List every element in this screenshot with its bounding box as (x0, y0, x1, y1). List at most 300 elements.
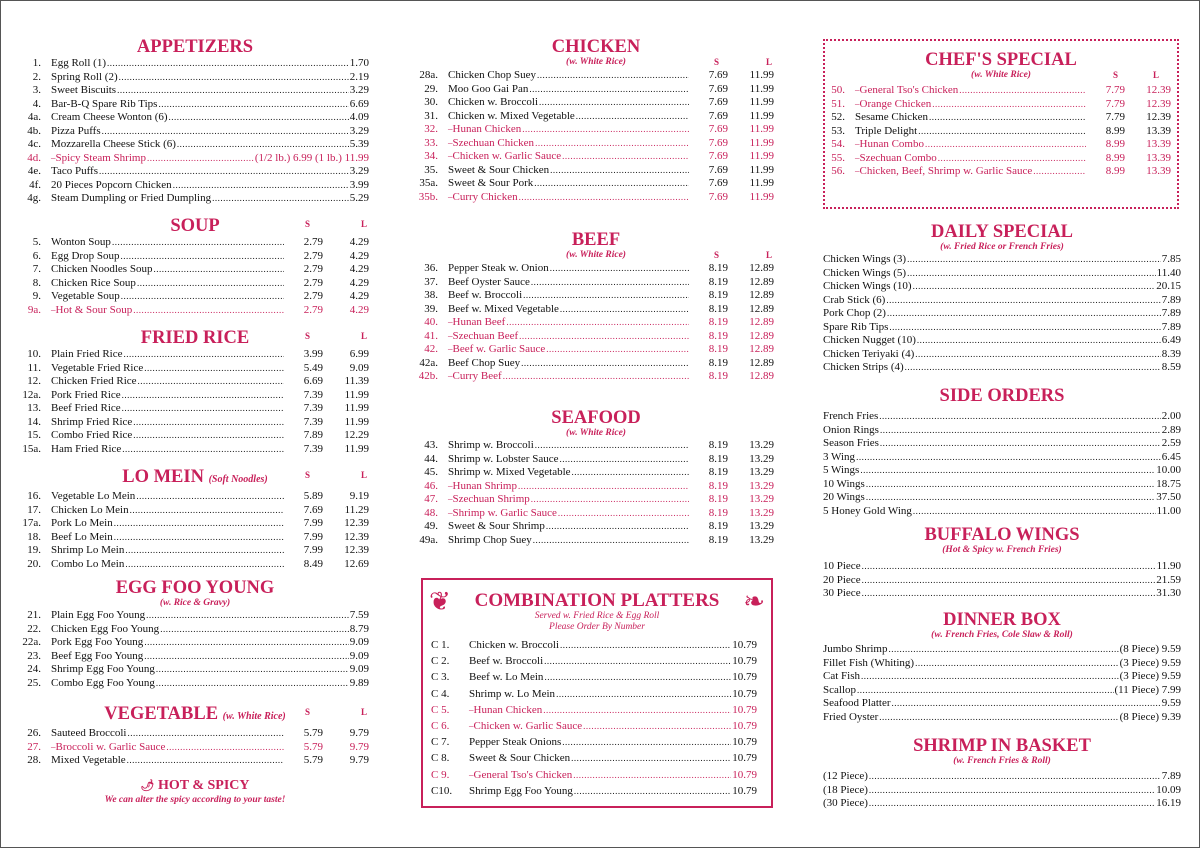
menu-item (431, 702, 757, 718)
item-number: C 2. (431, 655, 450, 668)
item-name: Hot & Sour Soup (55, 303, 133, 316)
dot-leader (938, 154, 1086, 164)
item-name: Chicken Lo Mein (51, 503, 129, 516)
item-name: Szechuan Combo (859, 151, 937, 164)
item-number: 28a. (419, 69, 438, 81)
dot-leader (539, 98, 689, 108)
price-small: 2.79 (303, 303, 323, 316)
item-list (823, 253, 1181, 375)
dot-leader (856, 453, 1161, 463)
dot-leader (544, 657, 731, 667)
dot-leader (519, 332, 689, 342)
item-name: Bar-B-Q Spare Rib Tips (51, 97, 158, 110)
item-number: 49a. (419, 533, 438, 546)
item-name: Sauteed Broccoli (51, 727, 127, 739)
item-name: Broccoli w. Garlic Sauce (55, 740, 166, 753)
pepper-icon: ‒ (448, 507, 453, 518)
dot-leader (531, 278, 689, 288)
item-name: Cream Cheese Wonton (6) (51, 111, 168, 123)
item-name: Sweet & Sour Chicken (469, 752, 571, 765)
dot-leader (107, 59, 349, 69)
menu-item (823, 670, 1181, 684)
item-price: 10.79 (732, 671, 757, 684)
item-number: 27. (27, 740, 41, 753)
item-name: (30 Piece) (823, 797, 868, 809)
side-orders-section (823, 386, 1181, 518)
menu-item (418, 83, 774, 97)
menu-item (431, 718, 757, 734)
item-number: 34. (424, 150, 438, 162)
dot-leader (558, 509, 689, 519)
item-number: 55. (831, 151, 845, 164)
menu-item (431, 686, 757, 702)
price-large: 11.39 (344, 375, 369, 387)
price-large: 12.89 (749, 329, 774, 342)
item-name: Pizza Puffs (51, 124, 101, 137)
section-title: BEEF (571, 230, 621, 250)
dot-leader (905, 363, 1161, 373)
menu-item (823, 464, 1181, 478)
dot-leader (160, 625, 349, 635)
item-name: Pork Fried Rice (51, 388, 121, 401)
price-small: 8.19 (708, 343, 728, 355)
dot-leader (130, 506, 284, 516)
dot-leader (880, 439, 1161, 449)
item-name: Fillet Fish (Whiting) (823, 656, 915, 669)
dot-leader (522, 125, 689, 135)
item-price: 21.59 (1156, 573, 1181, 586)
menu-item (418, 507, 774, 521)
large-label: L (361, 219, 368, 229)
menu-item (418, 276, 774, 290)
item-number: C 6. (431, 720, 450, 733)
item-number: 6. (32, 249, 41, 262)
section-note: (Soft Noodles) (208, 474, 268, 485)
dot-leader (144, 638, 348, 648)
dot-leader (907, 269, 1156, 279)
item-name: Egg Drop Soup (51, 249, 120, 262)
dot-leader (932, 100, 1086, 110)
item-name: Pork Chop (2) (823, 307, 886, 319)
price-small: 7.69 (708, 82, 728, 95)
price-small: 2.79 (303, 263, 323, 275)
item-name: Curry Chicken (452, 190, 518, 203)
menu-item (823, 267, 1181, 281)
price-large: 12.89 (749, 289, 774, 301)
price-large: 12.39 (1146, 97, 1171, 110)
menu-item (825, 152, 1171, 166)
section-title: DINNER BOX (943, 610, 1061, 630)
item-name: Spring Roll (2) (51, 70, 118, 83)
dot-leader (506, 318, 689, 328)
item-price: 18.75 (1156, 477, 1181, 490)
item-name: Chicken Chop Suey (448, 69, 536, 81)
dot-leader (573, 771, 731, 781)
price-small: 8.49 (303, 557, 323, 570)
price-small: 8.19 (708, 452, 728, 465)
item-number: 46. (424, 479, 438, 492)
item-price: 7.85 (1161, 253, 1181, 265)
item-name: Shrimp Egg Foo Young (469, 784, 573, 797)
dot-leader (521, 359, 689, 369)
pepper-icon: ‒ (855, 152, 860, 163)
section-title: FRIED RICE (140, 328, 250, 348)
menu-item (418, 96, 774, 110)
item-price: 5.29 (349, 192, 369, 204)
item-name: 5 Wings (823, 464, 860, 476)
dot-leader (133, 418, 284, 428)
item-name: Shrimp Egg Foo Young (51, 663, 155, 675)
item-name: Sweet & Sour Pork (448, 177, 534, 189)
menu-item (418, 493, 774, 507)
pepper-icon: ‒ (51, 152, 56, 163)
section-title: DAILY SPECIAL (930, 222, 1074, 242)
pepper-icon: ‒ (448, 494, 453, 504)
dot-leader (862, 576, 1156, 586)
price-small: 8.19 (708, 533, 728, 546)
item-number: 15a. (22, 442, 41, 455)
item-list (418, 439, 774, 547)
section-title: COMBINATION PLATTERS (474, 590, 720, 611)
menu-item (21, 531, 369, 545)
item-number: 54. (831, 138, 845, 150)
menu-item (21, 663, 369, 677)
item-name: Sweet & Sour Shrimp (448, 520, 545, 532)
dinner-box-section (823, 610, 1181, 724)
dot-leader (147, 154, 254, 164)
dot-leader (583, 722, 731, 732)
item-price: (3 Piece) 9.59 (1119, 670, 1181, 682)
price-large: 4.29 (349, 303, 369, 316)
menu-item (418, 453, 774, 467)
price-small: 7.89 (303, 429, 323, 441)
menu-item (418, 330, 774, 344)
item-name: Onion Rings (823, 423, 879, 436)
menu-item (21, 84, 369, 98)
price-small: 2.79 (303, 276, 323, 289)
item-number: 47. (424, 493, 438, 505)
item-price: 37.50 (1156, 491, 1181, 503)
item-name: Chicken Wings (10) (823, 280, 912, 292)
dot-leader (860, 466, 1155, 476)
price-small: 8.19 (708, 275, 728, 288)
price-small: 7.69 (708, 150, 728, 162)
menu-item (418, 466, 774, 480)
dot-leader (887, 309, 1161, 319)
item-list (823, 770, 1181, 811)
item-number: 24. (27, 663, 41, 675)
menu-item (21, 375, 369, 389)
menu-item (823, 697, 1181, 711)
dot-leader (546, 345, 689, 355)
item-price: 7.59 (349, 609, 369, 621)
menu-item (823, 307, 1181, 321)
section-subtitle: (w. Rice & Gravy) (159, 598, 231, 608)
price-large: 6.99 (349, 348, 369, 360)
dot-leader (866, 480, 1155, 490)
section-subtitle: Served w. Fried Rice & Egg Roll (534, 611, 660, 621)
price-large: 11.99 (749, 96, 774, 108)
item-number: 4b. (27, 124, 41, 137)
dot-leader (102, 127, 349, 137)
price-small: 7.79 (1105, 84, 1125, 96)
menu-item (21, 677, 369, 691)
item-number: 25. (27, 676, 41, 689)
item-number: 21. (27, 609, 41, 621)
section-note: (w. White Rice) (222, 711, 286, 722)
price-large: 12.89 (749, 262, 774, 274)
price-large: 13.29 (749, 533, 774, 546)
item-price: 3.29 (349, 84, 369, 96)
item-list (21, 57, 369, 206)
price-large: 12.89 (749, 343, 774, 355)
section-title: SEAFOOD (551, 408, 641, 428)
dot-leader (550, 264, 689, 274)
price-large: 9.79 (349, 754, 369, 766)
menu-item (431, 783, 757, 799)
menu-item (823, 491, 1181, 505)
item-name: Mozzarella Cheese Stick (6) (51, 138, 176, 150)
item-name: Chicken w. Garlic Sauce (473, 720, 583, 733)
menu-item (21, 650, 369, 664)
item-name: Vegetable Fried Rice (51, 361, 144, 374)
item-number: 31. (424, 109, 438, 122)
menu-item (823, 560, 1181, 574)
item-price: 8.39 (1161, 347, 1181, 360)
item-price: 8.79 (349, 622, 369, 635)
pepper-icon: 🌶 (140, 780, 155, 792)
price-small: 8.99 (1105, 138, 1125, 150)
pepper-icon: ‒ (855, 166, 860, 176)
item-number: 20. (27, 557, 41, 570)
menu-item (21, 125, 369, 139)
menu-item (21, 504, 369, 518)
dot-leader (166, 743, 284, 753)
menu-item (823, 684, 1181, 698)
item-price: 7.89 (1161, 307, 1181, 319)
dot-leader (574, 787, 731, 797)
menu-item (21, 138, 369, 152)
dot-leader (560, 455, 690, 465)
item-number: 19. (27, 544, 41, 556)
price-large: 13.29 (749, 439, 774, 451)
dot-leader (122, 391, 284, 401)
price-large: 11.99 (749, 69, 774, 81)
fried-rice-section (21, 328, 369, 456)
price-small: 5.79 (303, 740, 323, 753)
hot-spicy-title-text: HOT & SPICY (157, 778, 250, 793)
dot-leader (562, 738, 731, 748)
item-number: 4. (32, 97, 41, 110)
dot-leader (112, 238, 284, 248)
menu-item (418, 370, 774, 384)
item-name: Chicken Wings (5) (823, 266, 907, 279)
item-name: 5 Honey Gold Wing (823, 504, 912, 517)
pepper-icon: ‒ (448, 330, 453, 341)
item-price: 5.39 (349, 138, 369, 150)
menu-item (418, 303, 774, 317)
item-number: 45. (424, 466, 438, 478)
item-name: Shrimp w. Garlic Sauce (452, 506, 557, 519)
menu-item (418, 69, 774, 83)
dot-leader (122, 445, 284, 455)
item-list (21, 490, 369, 571)
item-number: 49. (424, 520, 438, 532)
dot-leader (925, 140, 1086, 150)
item-number: 17a. (22, 517, 41, 529)
item-price: 3.29 (349, 124, 369, 137)
price-small: 8.19 (708, 439, 728, 451)
pepper-icon: ‒ (855, 139, 860, 149)
item-number: 35a. (419, 177, 438, 189)
price-large: 11.99 (749, 82, 774, 95)
dot-leader (146, 611, 349, 621)
dot-leader (144, 364, 284, 374)
price-large: 13.29 (749, 466, 774, 478)
item-number: C10. (431, 784, 453, 797)
dot-leader (121, 292, 284, 302)
price-small: 7.69 (708, 163, 728, 176)
item-price: 9.09 (349, 663, 369, 675)
price-large: 12.89 (749, 370, 774, 382)
small-label: S (714, 250, 720, 260)
item-name: Moo Goo Gai Pan (448, 82, 529, 95)
item-number: C 7. (431, 736, 450, 749)
item-price: 1.70 (349, 57, 369, 69)
item-number: 9a. (27, 303, 41, 316)
price-small: 7.69 (708, 177, 728, 189)
item-number: C 4. (431, 687, 450, 700)
item-number: 42a. (419, 356, 438, 369)
item-name: Chicken w. Broccoli (469, 639, 560, 651)
buffalo-wings-section (823, 525, 1181, 601)
price-small: 2.79 (303, 236, 323, 248)
menu-item (418, 357, 774, 371)
item-number: 3. (32, 84, 41, 96)
section-subtitle: (Hot & Spicy w. French Fries) (942, 545, 1062, 555)
dot-leader (857, 686, 1114, 696)
item-name: Pepper Steak w. Onion (448, 262, 549, 274)
item-name: Combo Egg Foo Young (51, 676, 155, 689)
item-number: 4a. (27, 111, 41, 123)
dot-leader (136, 492, 284, 502)
item-number: 51. (831, 97, 845, 110)
section-subtitle: (w. French Fries & Roll) (953, 756, 1051, 766)
menu-item (21, 192, 369, 206)
price-small: 7.39 (303, 415, 323, 428)
item-price: 6.69 (349, 97, 369, 110)
item-price: 10.79 (732, 655, 757, 668)
menu-item (823, 657, 1181, 671)
item-name: Pork Egg Foo Young (51, 636, 144, 648)
dot-leader (892, 699, 1161, 709)
item-price: 6.49 (1161, 334, 1181, 346)
small-label: S (305, 219, 311, 229)
price-large: 4.29 (349, 290, 369, 302)
price-large: 12.89 (749, 316, 774, 328)
item-name: Cat Fish (823, 670, 860, 682)
item-number: 41. (424, 329, 438, 342)
price-large: 11.99 (749, 136, 774, 149)
small-label: S (305, 707, 311, 717)
item-list (21, 236, 369, 317)
item-price: 3.29 (349, 165, 369, 177)
item-name: General Tso's Chicken (859, 84, 959, 96)
price-large: 11.99 (749, 109, 774, 122)
dot-leader (117, 86, 349, 96)
price-small: 8.19 (708, 493, 728, 505)
item-price: 10.79 (732, 703, 757, 716)
menu-item (21, 402, 369, 416)
item-name: Crab Stick (6) (823, 293, 886, 306)
item-number: 4e. (27, 165, 41, 177)
menu-item (418, 164, 774, 178)
menu-item (823, 574, 1181, 588)
dot-leader (153, 265, 284, 275)
menu-item (823, 711, 1181, 725)
item-name: Vegetable Soup (51, 290, 120, 302)
price-small: 5.89 (303, 490, 323, 502)
dot-leader (544, 673, 731, 683)
menu-item (823, 587, 1181, 601)
menu-item (418, 110, 774, 124)
menu-item (21, 57, 369, 71)
section-title (21, 704, 369, 727)
dot-leader (907, 255, 1161, 265)
price-large: 4.29 (349, 276, 369, 289)
item-price: (8 Piece) 9.39 (1119, 710, 1181, 723)
item-number: 4g. (27, 192, 41, 204)
price-small: 7.69 (708, 190, 728, 203)
dot-leader (537, 71, 689, 81)
dot-leader (156, 679, 349, 689)
dot-leader (879, 713, 1118, 723)
menu-item (418, 123, 774, 137)
menu-item (21, 250, 369, 264)
item-list (418, 262, 774, 384)
price-small: 8.19 (708, 316, 728, 328)
item-number: 15. (27, 429, 41, 441)
item-name: Hunan Chicken (473, 703, 543, 716)
price-large: 12.39 (344, 530, 369, 543)
dot-leader (169, 113, 349, 123)
menu-item (418, 480, 774, 494)
price-small: 7.99 (303, 530, 323, 543)
price-large: 11.99 (344, 388, 369, 401)
menu-item (823, 505, 1181, 519)
item-price: 10.79 (732, 736, 757, 749)
item-name: Pepper Steak Onions (469, 736, 562, 749)
dot-leader (534, 179, 689, 189)
lo-mein-section (21, 467, 369, 571)
menu-item (823, 478, 1181, 492)
item-name: Beef w. Lo Mein (469, 671, 544, 684)
large-label: L (361, 707, 368, 717)
price-large: 12.39 (344, 544, 369, 556)
dot-leader (519, 193, 689, 203)
menu-item (21, 98, 369, 112)
item-name: Ham Fried Rice (51, 442, 122, 455)
large-label: L (361, 470, 368, 480)
dot-leader (133, 306, 284, 316)
price-large: 11.99 (344, 442, 369, 455)
item-list (823, 643, 1181, 724)
menu-item (825, 84, 1171, 98)
dot-leader (137, 279, 284, 289)
item-name: Shrimp Lo Mein (51, 544, 125, 556)
item-price: 7.89 (1161, 770, 1181, 782)
pepper-icon: ‒ (469, 704, 474, 715)
